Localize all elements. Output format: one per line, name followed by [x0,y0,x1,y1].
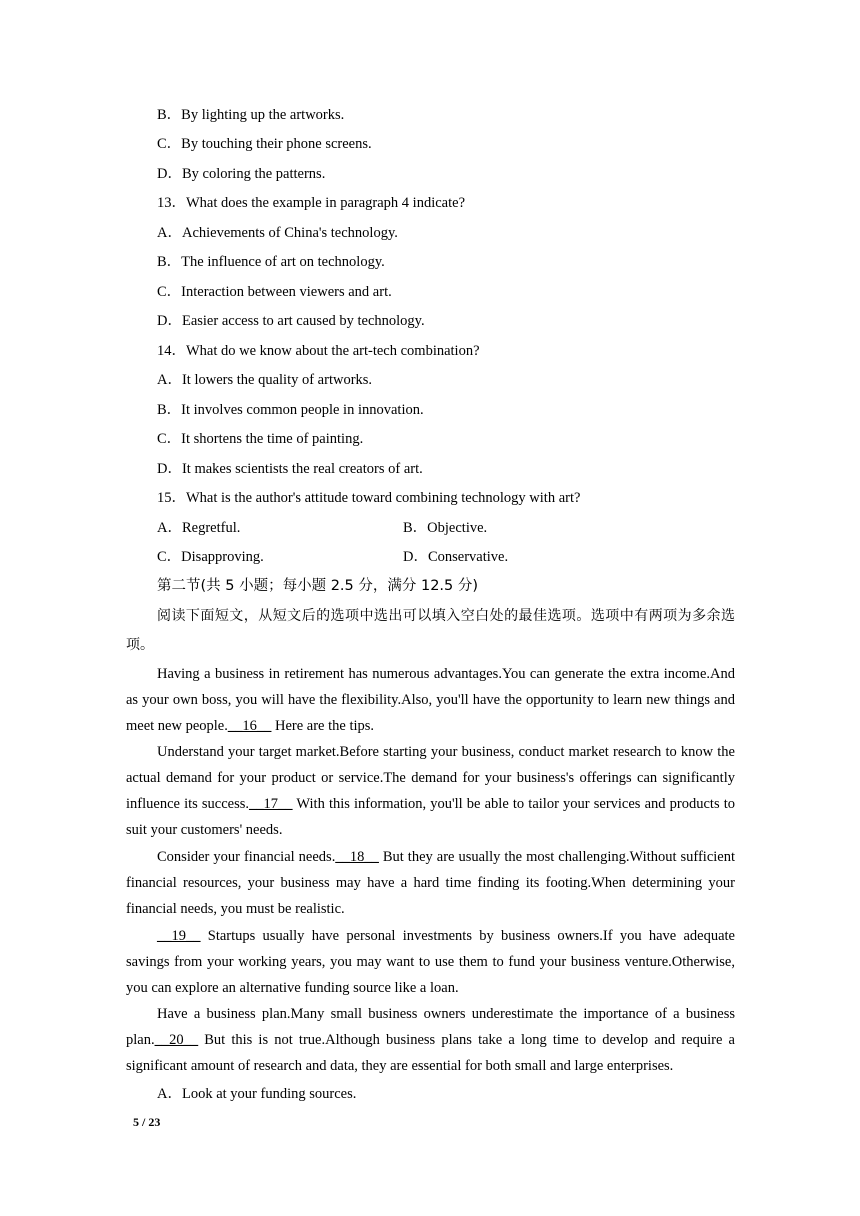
paragraph-5-text: Have a business plan.Many small business owners underestimate the importance of a business plan. [126,1006,735,1048]
paragraph-1-text: Having a business in retirement has numerous advantages.You can generate the extra income.And as your own boss, you will have the flexibility.Also, you'll have the opportunity to learn new things and meet new people. [126,666,735,734]
option-15-row-2 [157,548,264,566]
paragraph-2-text: Understand your target market.Before starting your business, conduct market research to know the actual demand for your product or service.The demand for your business's offerings can significantly influence its success. [126,744,735,812]
paragraph-2-text-end: With this information, you'll be able to tailor your services and products to suit your customers' needs. [126,796,735,838]
paragraph-4-text-end: Startups usually have personal investments by business owners.If you have adequate savings from your working years, you may want to use them to fund your business venture.Otherwise, you can explore an alternative funding source like a loan. [126,928,735,996]
passage-paragraph-1 [126,661,735,739]
passage-paragraph-4 [126,923,735,1001]
option-13-c: C．Interaction between viewers and art. [157,284,392,300]
question-13-stem: 13．What does the example in paragraph 4 indicate? [157,195,466,211]
choice-a: A．Look at your funding sources. [157,1086,357,1102]
page-number: 5 / 23 [133,1115,161,1129]
option-15-row-1 [157,519,240,537]
option-14-c: C．It shortens the time of painting. [157,431,364,447]
option-14-b: B．It involves common people in innovation. [157,402,424,418]
option-15-c: C．Disapproving. [157,549,264,565]
option-15-b: B．Objective. [403,520,488,536]
section-2-instruction: 阅读下面短文，从短文后的选项中选出可以填入空白处的最佳选项。选项中有两项为多余选项。 [126,608,735,653]
blank-20: __20__ [154,1032,199,1048]
option-13-a: A．Achievements of China's technology. [157,225,398,241]
passage-paragraph-5 [126,1001,735,1079]
blank-17: __17__ [249,796,293,812]
passage-paragraph-3 [126,844,735,922]
paragraph-3-text: Consider your financial needs. [157,849,336,865]
paragraph-5-text-end: But this is not true.Although business plans take a long time to develop and require a significant amount of research and data, they are essential for both small and large enterprises. [126,1032,735,1074]
blank-19: __19__ [157,928,201,944]
option-12-b: B．By lighting up the artworks. [157,107,345,123]
paragraph-3-text-end: But they are usually the most challenging.Without sufficient financial resources, your business may have a hard time finding its footing.When determining your financial needs, you must be realistic. [126,849,736,917]
option-13-d: D．Easier access to art caused by technology. [157,313,425,329]
option-12-d: D．By coloring the patterns. [157,166,326,182]
blank-16: __16__ [227,718,272,734]
question-14-stem: 14．What do we know about the art-tech combination? [157,343,480,359]
question-15-stem: 15．What is the author's attitude toward combining technology with art? [157,490,581,506]
section-2-title: 第二节(共 5 小题；每小题 2.5 分，满分 12.5 分) [157,578,479,594]
option-13-b: B．The influence of art on technology. [157,254,385,270]
option-14-a: A．It lowers the quality of artworks. [157,372,373,388]
option-15-a: A．Regretful. [157,520,241,536]
option-15-d: D．Conservative. [403,549,509,565]
option-14-d: D．It makes scientists the real creators of art. [157,461,423,477]
passage-paragraph-2 [126,739,735,843]
option-12-c: C．By touching their phone screens. [157,136,372,152]
blank-18: __18__ [335,849,379,865]
paragraph-1-text-end: Here are the tips. [271,718,375,734]
